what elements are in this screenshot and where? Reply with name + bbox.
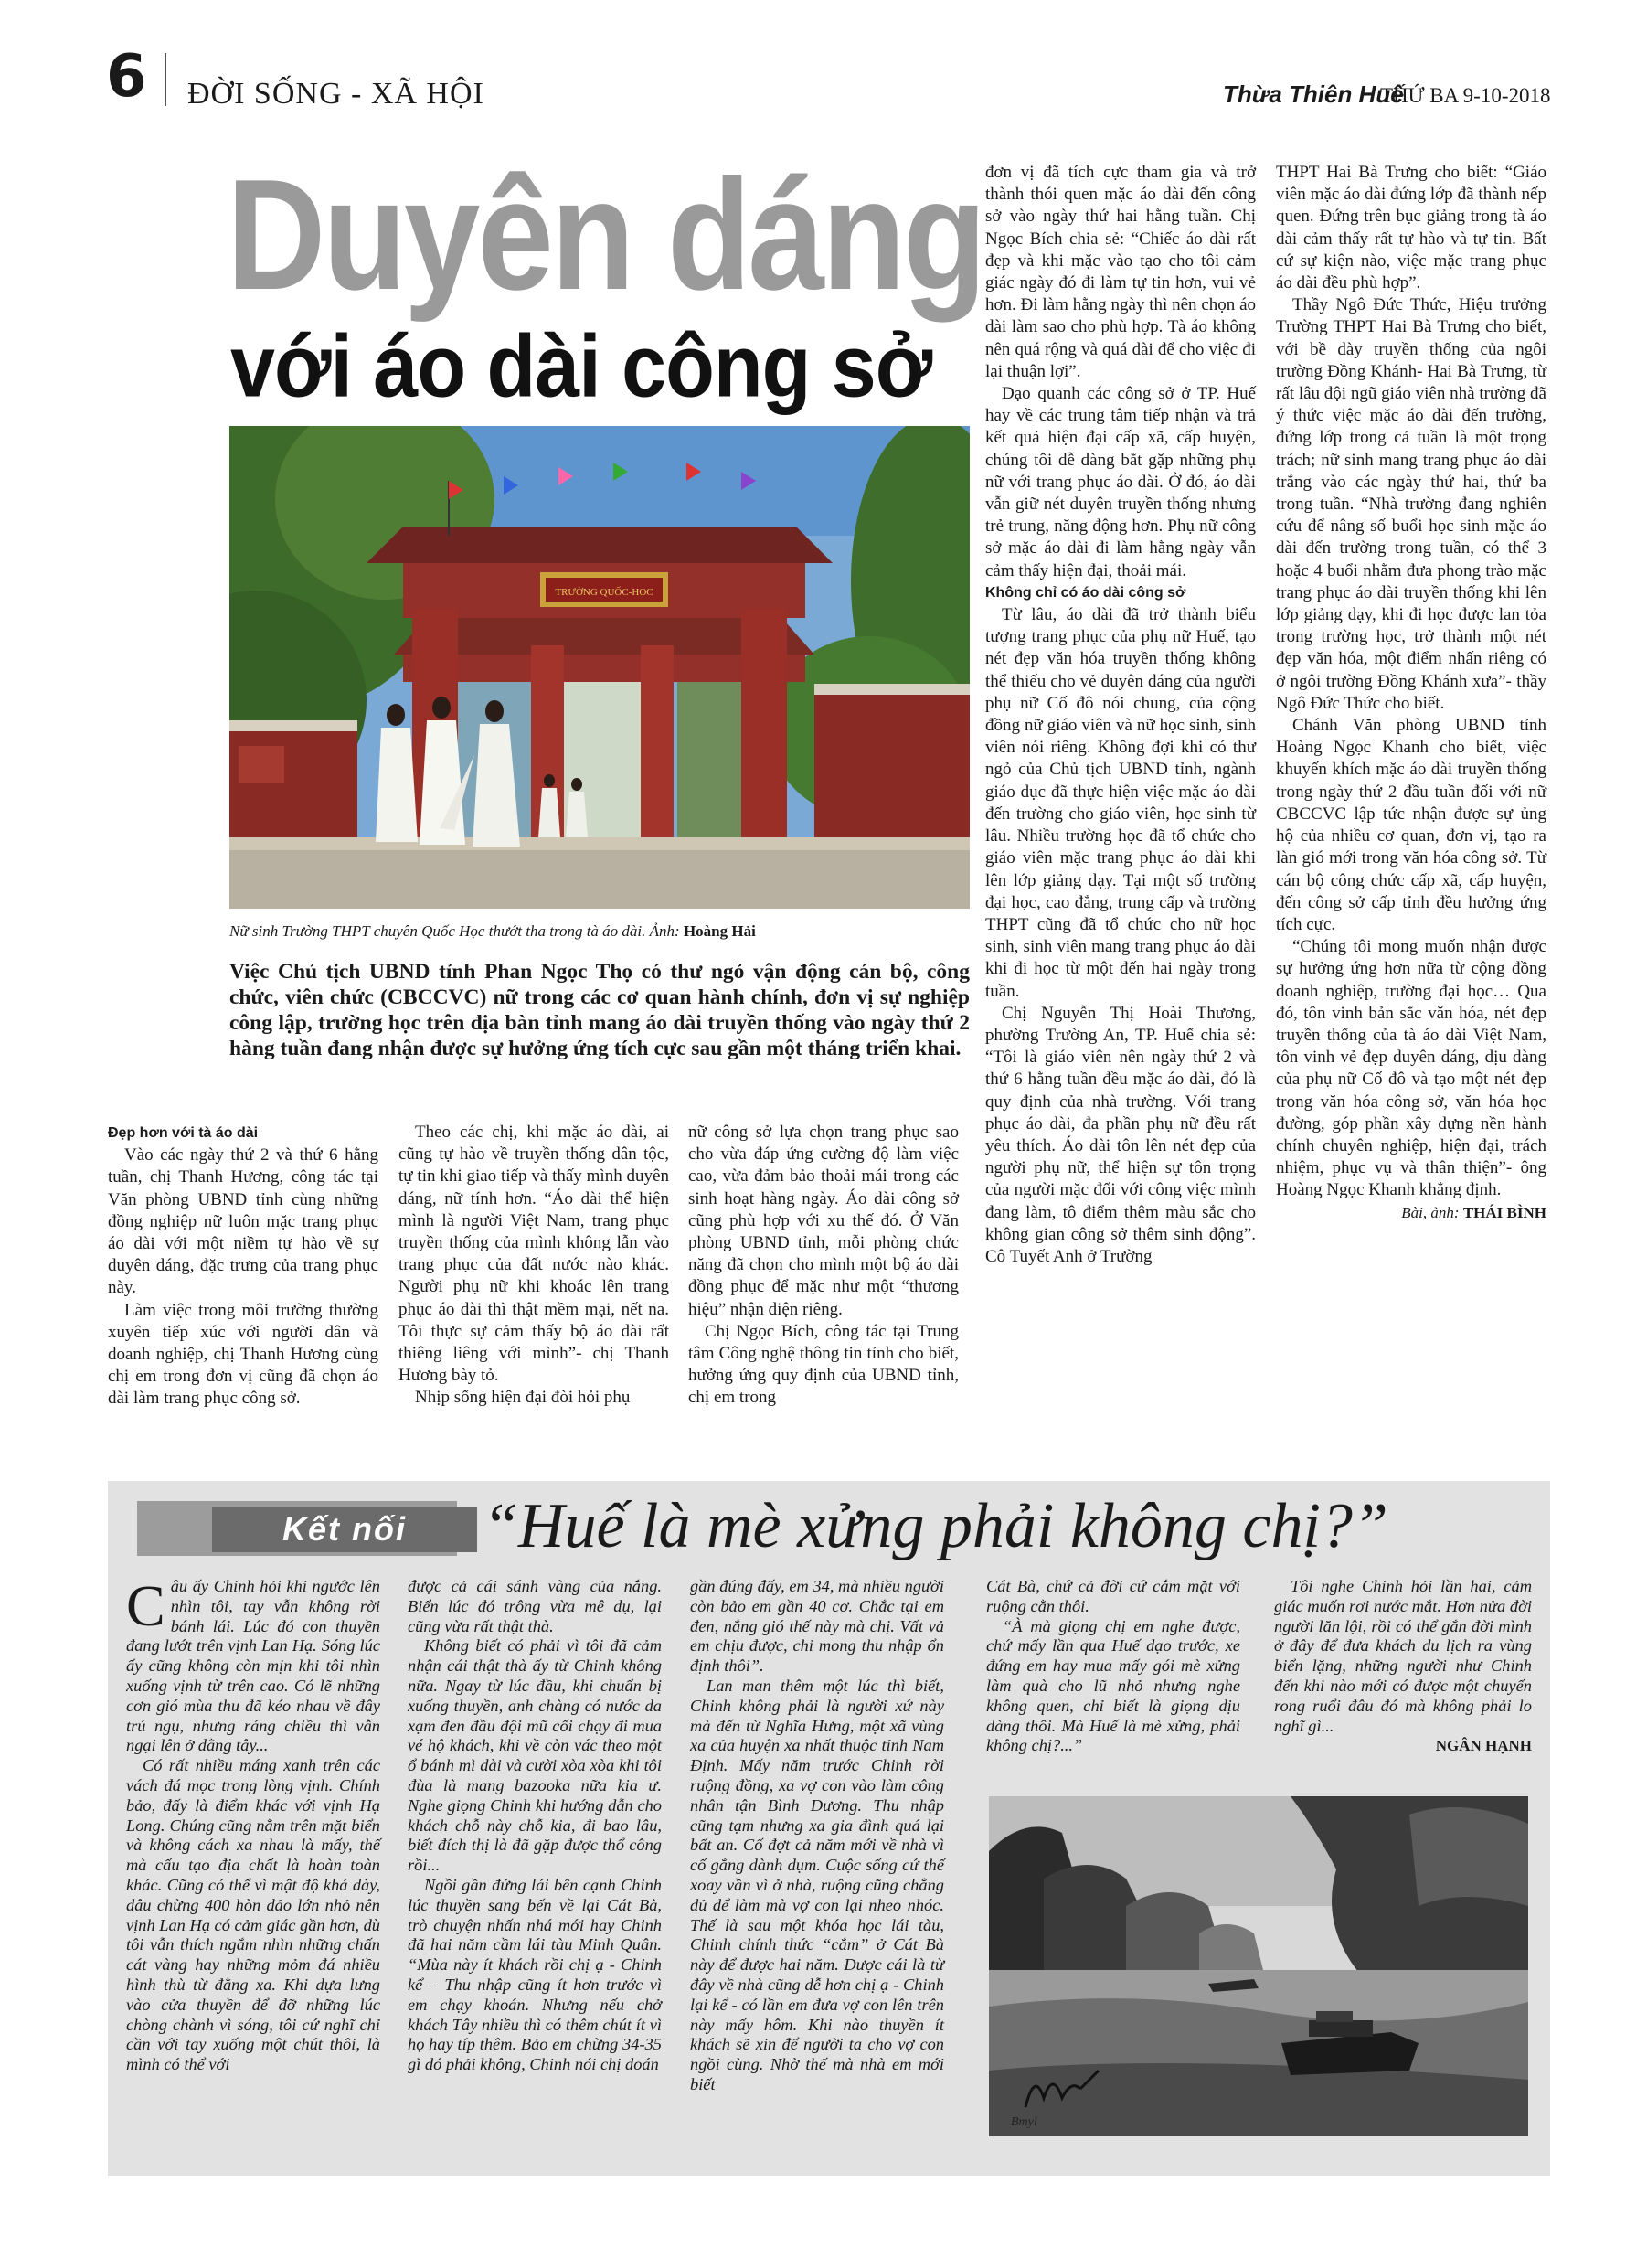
newspaper-name: Thừa Thiên Huế <box>1223 80 1404 108</box>
paragraph: Tôi nghe Chinh hỏi lần hai, cảm giác muốn rơi nước mắt. Hơn nửa đời người lăn lội, rồi có thể gắn đời mình ở đây để đưa khách du lịch ra vùng biển lặng, những người như Chinh đến khi nào mới có được một chuyến rong ruổi đâu đó mà không phải lo nghĩ gì... <box>1274 1577 1532 1735</box>
subheading: Đẹp hơn với tà áo dài <box>108 1125 259 1141</box>
paragraph: Cát Bà, chứ cả đời cứ cắm mặt với ruộng cằn thôi. <box>986 1577 1240 1615</box>
school-gate-photo <box>229 426 970 909</box>
ketnoi-column-5 <box>1274 1577 1532 1756</box>
issue-date: THỨ BA 9-10-2018 <box>1380 84 1551 107</box>
ketnoi-tag: Kết nối <box>212 1507 477 1552</box>
header-divider <box>165 53 166 106</box>
paragraph: Làm việc trong môi trường thường xuyên tiếp xúc với người dân và doanh nghiệp, chị Thanh Hương cùng chị em trong đơn vị cũng đã chọn áo dài làm trang phục công sở. <box>108 1300 378 1409</box>
article-column-1 <box>108 1123 378 1411</box>
paragraph: đơn vị đã tích cực tham gia và trở thành thói quen mặc áo dài đến công sở vào ngày thứ hai hằng tuần. Chị Ngọc Bích chia sẻ: “Chiếc áo dài rất đẹp và khi mặc vào tạo cho tôi cảm giác ngày đó đi làm tự tin hơn, vui vẻ hơn. Đi làm hằng ngày thì nên chọn áo dài làm sao cho phù hợp. Tà áo không nên quá rộng và quá dài để cho việc đi lại thuận lợi”. <box>985 163 1256 381</box>
ketnoi-column-4 <box>986 1577 1240 1756</box>
article-column-5 <box>1276 162 1546 1224</box>
paragraph: Có rất nhiều máng xanh trên các vách đá mọc trong lòng vịnh. Chính bảo, đấy là điểm khác với vịnh Hạ Long. Chúng cũng nằm trên mặt biển và không cách xa nhau là mấy, thế mà cấu tạo địa chất là hoàn toàn khác. Cũng có thể vì mật độ khá dày, đâu chừng 400 hòn đảo lớn nhỏ nên vịnh Lan Hạ có cảm giác gần hơn, dù tôi vẫn thích ngắm nhìn những chấn cát vàng hay những mỏm đá nhiều hình thù từ đằng xa. Khi dựa lưng vào cửa thuyền để đỡ những lúc chòng chành vì sóng, tôi cứ nghĩ chỉ cần với tay xuống một chút thôi, là mình có thể với <box>126 1756 380 2074</box>
paragraph: Chị Ngọc Bích, công tác tại Trung tâm Công nghệ thông tin tỉnh cho biết, hưởng ứng quy định của UBND tỉnh, chị em trong <box>688 1321 959 1408</box>
paragraph: Chánh Văn phòng UBND tỉnh Hoàng Ngọc Khanh cho biết, việc khuyến khích mặc áo dài truyền thống trong ngày thứ 2 đầu tuần đối với nữ CBCCVC lập tức nhận được sự ủng hộ của nhiều cơ quan, đơn vị, tạo ra làn gió mới trong văn hóa công sở. Từ cán bộ công chức cấp xã, cấp huyện, đến công sở cấp tỉnh đều hưởng ứng tích cực. <box>1276 716 1546 934</box>
ketnoi-title: “Huế là mè xửng phải không chị?” <box>483 1491 1388 1561</box>
gate-sign-text: TRƯỜNG QUỐC-HỌC <box>555 587 653 598</box>
paragraph: Lan man thêm một lúc thì biết, Chinh không phải là người xứ này mà đến từ Nghĩa Hưng, một xã vùng xa của huyện xa nhất thuộc tỉnh Nam Định. Mấy năm trước Chinh rời ruộng đồng, xa vợ con vào làm công nhân tận Bình Dương. Thu nhập cũng tạm nhưng xa gia đình quá lại bất an. Cố đợt cả năm mới về nhà vì cố gắng dành dụm. Cuộc sống cứ thế xoay vần vì ở nhà, ruộng cũng chẳng đủ để làm mà vợ con lại nheo nhóc. Thế là sau một khóa học lái tàu, Chinh chính thức “cắm” ở Cát Bà này để được hai năm. Được cái là từ đây về nhà cũng dễ hơn chị ạ - Chinh lại kể - có lần em đưa vợ con lên trên này mấy hôm. Khi nào thuyền ít khách sẽ xin để người ta cho vợ con ngồi cùng. Nhờ thế mà nhà em mới biết <box>690 1676 944 2093</box>
headline-line1: Duyên dáng <box>227 145 984 323</box>
ketnoi-column-1 <box>126 1573 380 2075</box>
paragraph: Ngồi gần đứng lái bên cạnh Chinh lúc thuyền sang bến về lại Cát Bà, trò chuyện nhấn nhá mới hay Chinh đã hai năm cầm lái tàu Minh Quân. “Mùa này ít khách rồi chị ạ - Chinh kể – Thu nhập cũng ít hơn trước vì em chạy khoán. Nhưng nếu chở khách Tây nhiều thì có thêm chút ít vì họ hay típ thêm. Bảo em chừng 34-35 gì đó phải không, Chinh nói chị đoán <box>408 1875 662 2074</box>
ketnoi-column-2 <box>408 1577 662 2075</box>
paragraph: nữ công sở lựa chọn trang phục sao cho vừa đáp ứng cường độ làm việc cao, vừa đảm bảo thoải mái trong các sinh hoạt hàng ngày. Áo dài công sở cũng phù hợp với xu thế đó. Ở Văn phòng UBND tỉnh, mỗi phòng chức năng đã chọn cho mình một bộ áo dài đồng phục để mặc như một “thương hiệu” nhận diện riêng. <box>688 1123 959 1319</box>
paragraph: “Chúng tôi mong muốn nhận được sự hưởng ứng hơn nữa từ cộng đồng doanh nghiệp, trường đại học… Qua đó, tôn vinh bản sắc văn hóa, nét đẹp truyền thống của tà áo dài Việt Nam, tôn vinh vẻ đẹp duyên dáng, dịu dàng của phụ nữ Cố đô và tạo một nét đẹp trong văn hóa công sở, văn hóa học đường, góp phần xây dựng nền hành chính chuyên nghiệp, hiện đại, trách nhiệm, phục vụ và thân thiện”- ông Hoàng Ngọc Khanh khẳng định. <box>1276 937 1546 1200</box>
paragraph: Thầy Ngô Đức Thức, Hiệu trưởng Trường THPT Hai Bà Trưng cho biết, với bề dày truyền thống của ngôi trường Đồng Khánh- Hai Bà Trưng, từ rất lâu đội ngũ giáo viên nhà trường đã ý thức việc mặc áo dài đến trường, đứng lớp trong cả tuần là một trọng trách; nữ sinh mang trang phục áo dài trắng vào các ngày thứ hai, thứ ba trong tuần. “Nhà trường đang nghiên cứu để nâng số buổi học sinh mặc áo dài đến trường trong tuần, có thể 3 hoặc 4 buổi nhằm đưa phong trào mặc trang phục áo dài truyền thống khi lên lớp giảng dạy, khi đi học được lan tỏa trong trường học, trở thành một nét đẹp văn hóa, một điểm nhấn riêng có ở ngôi trường Đồng Khánh xưa”- thầy Ngô Đức Thức cho biết. <box>1276 295 1546 713</box>
paragraph: Từ lâu, áo dài đã trở thành biểu tượng trang phục của phụ nữ Huế, tạo nét đẹp văn hóa truyền thống không thể thiếu cho vẻ duyên dáng của người phụ nữ Cố đô nói chung, của cộng đồng nữ giáo viên và nữ học sinh, sinh viên nói riêng. Không đợi khi có thư ngỏ của Chủ tịch UBND tỉnh, ngành giáo dục đã thực hiện việc mặc áo dài đến trường cho giáo viên, học sinh từ lâu. Nhiều trường học đã tổ chức cho giáo viên mặc trang phục áo dài khi lên lớp giảng dạy. Tại một số trường đại học, cao đẳng, trung cấp và trường THPT cũng đã tổ chức cho nữ học sinh, sinh viên mang trang phục áo dài khi đi học từ một đến hai ngày trong tuần. <box>985 605 1256 1001</box>
article-byline: Bài, ảnh: THÁI BÌNH <box>1401 1203 1546 1221</box>
drop-cap: C <box>126 1573 165 1638</box>
bay-sketch-illustration <box>989 1796 1528 2136</box>
paragraph: Không biết có phải vì tôi đã cảm nhận cái thật thà ấy từ Chinh không nữa. Ngay từ lúc đầu, khi chuẩn bị xuống thuyền, anh chàng có nước da xạm đen đầu đội mũ cối chạy đi mua vé hộ khách, khi về còn vác theo một ổ bánh mì dài và cười xòa xòa khi tôi đùa là mang bazooka nữa kia ư. Nghe giọng Chinh khi hướng dẫn cho khách chỗ này chỗ kia, đi bao lâu, biết đích thị là đã gặp được thổ công rồi... <box>408 1636 662 1875</box>
ketnoi-column-3 <box>690 1577 944 2095</box>
article-lead: Việc Chủ tịch UBND tỉnh Phan Ngọc Thọ có thư ngỏ vận động cán bộ, công chức, viên chức (CBCCVC) nữ trong các cơ quan hành chính, đơn vị sự nghiệp công lập, trường học trên địa bàn tỉnh mang áo dài truyền thống vào ngày thứ 2 hàng tuần đang nhận được sự hưởng ứng tích cực sau gần một tháng triển khai. <box>229 960 970 1060</box>
section-title: ĐỜI SỐNG - XÃ HỘI <box>187 77 484 111</box>
headline-line2: với áo dài công sở <box>230 315 932 416</box>
sketch-signature: Bmyl <box>1011 2115 1037 2129</box>
paragraph: Dạo quanh các công sở ở TP. Huế hay về các trung tâm tiếp nhận và trả kết quả hiện đại cấp xã, cấp huyện, chúng tôi dễ dàng bắt gặp những phụ nữ với trang phục áo dài. Ở đó, áo dài vẫn giữ nét duyên truyền thống nhưng trẻ trung, năng động hơn. Phụ nữ công sở mặc áo dài đi làm hằng ngày vẫn cảm thấy hiện đại, thoải mái. <box>985 384 1256 580</box>
article-column-4 <box>985 162 1256 1268</box>
paragraph: Chị Nguyễn Thị Hoài Thương, phường Trường An, TP. Huế chia sẻ: “Tôi là giáo viên nên ngày thứ 2 và thứ 6 hằng tuần đều mặc áo dài, đó là quy định của nhà trường. Với trang phục áo dài, đa phần phụ nữ đều rất yêu thích. Áo dài tôn lên nét đẹp của người phụ nữ, thể hiện sự tôn trọng của người mặc đối với công việc mình đang làm, tô điểm thêm màu sắc cho không gian công sở thêm sinh động”. Cô Tuyết Anh ở Trường <box>985 1003 1256 1266</box>
paragraph: Theo các chị, khi mặc áo dài, ai cũng tự hào về truyền thống dân tộc, tự tin khi giao tiếp và thấy mình duyên dáng, nữ tính hơn. “Áo dài thể hiện mình là người Việt Nam, trang phục truyền thống của mình không lẫn vào trang phục của đất nước nào khác. Người phụ nữ khi khoác lên trang phục áo dài thì thật mềm mại, nết na. Tôi thực sự cảm thấy bộ áo dài rất thiêng liêng với mình”- chị Thanh Hương bày tỏ. <box>398 1123 669 1386</box>
article-column-2 <box>398 1122 669 1410</box>
paragraph: gần đúng đấy, em 34, mà nhiều người còn bảo em gần 40 cơ. Chắc tại em đen, nắng gió thế này mà chị. Vất vả em chịu được, chỉ mong thu nhập ổn định thôi”. <box>690 1577 944 1676</box>
photo-caption: Nữ sinh Trường THPT chuyên Quốc Học thướt tha trong tà áo dài. Ảnh: Hoàng Hải <box>229 922 756 940</box>
paragraph: “À mà giọng chị em nghe được, chứ mấy lần qua Huế dạo trước, xe đứng em hay mua mấy gói mè xửng làm quà cho lũ nhỏ nhưng nghe không quen, chỉ biết là giọng dịu dàng thôi. Mà Huế là mè xửng, phải không chị?...” <box>986 1616 1240 1755</box>
subheading: Không chỉ có áo dài công sở <box>985 584 1186 601</box>
ketnoi-author: NGÂN HẠNH <box>1435 1737 1532 1755</box>
paragraph: THPT Hai Bà Trưng cho biết: “Giáo viên mặc áo dài đứng lớp đã thành nếp quen. Đứng trên bục giảng trong tà áo dài cảm thấy rất tự hào và tự tin. Bất cứ sự kiện nào, việc mặc trang phục áo dài đều phù hợp”. <box>1276 163 1546 293</box>
paragraph: Nhịp sống hiện đại đòi hỏi phụ <box>415 1388 631 1408</box>
page-number: 6 <box>106 43 147 111</box>
paragraph: được cả cái sánh vàng của nắng. Biển lúc đó trông vừa mê dụ, lại cũng vừa rất thật thà. <box>408 1577 662 1635</box>
article-column-3 <box>688 1122 959 1410</box>
paragraph: Câu ấy Chinh hỏi khi ngước lên nhìn tôi, tay vẫn không rời bánh lái. Lúc đó con thuyền đang lướt trên vịnh Lan Hạ. Sóng lúc ấy cũng không còn mịn khi tôi nhìn xuống vịnh từ trên cao. Có lẽ những cơn gió mùa thu đã kéo nhau về đây trú ngụ, nhưng ráng chiều thì vẫn ngại lên ở đằng tây... <box>126 1573 380 1755</box>
paragraph: Vào các ngày thứ 2 và thứ 6 hằng tuần, chị Thanh Hương, công tác tại Văn phòng UBND tỉnh cùng những đồng nghiệp nữ luôn mặc trang phục áo dài với một niềm tự hào về sự duyên dáng, đặc trưng của trang phục này. <box>108 1145 378 1298</box>
